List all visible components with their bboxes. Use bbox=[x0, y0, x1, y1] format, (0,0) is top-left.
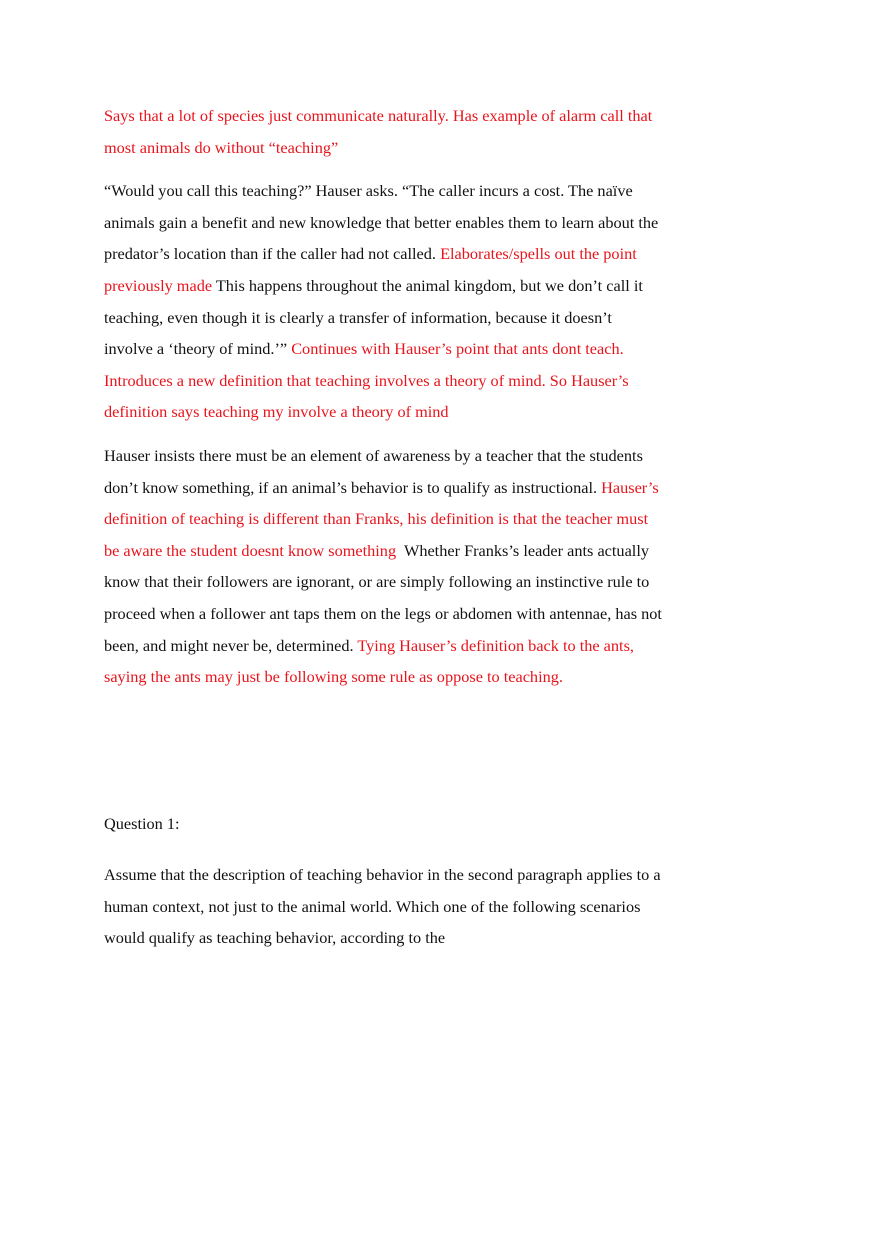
passage-text: Hauser insists there must be an element of awareness by a teacher that the students don’t know something, if an animal’s behavior is to qualify as instructional. bbox=[104, 445, 643, 497]
question-label: Question 1: bbox=[104, 813, 180, 833]
passage-text: Whether Franks’s leader ants actually know that their followers are ignorant, or are simply following an instinctive rule to proceed when a follower ant taps them on the legs or abdomen with antennae, has not been, and might never be, determined. bbox=[104, 540, 662, 655]
annotation-note: Elaborates/spells out the point previously made bbox=[104, 244, 637, 295]
annotation-note: Hauser’s definition of teaching is different than Franks, his definition is that the teacher must be aware the student doesnt know something bbox=[104, 477, 659, 560]
annotation-note: Continues with Hauser’s point that ants dont teach. Introduces a new definition that teaching involves a theory of mind. So Hauser’s definition says teaching my involve a theory of mind bbox=[104, 339, 629, 422]
question-text: Assume that the description of teaching behavior in the second paragraph applies to a human context, not just to the animal world. Which one of the following scenarios would qualify as teaching behavior, according to the bbox=[104, 865, 661, 948]
hauser-paragraph bbox=[104, 440, 664, 693]
annotation-note: Tying Hauser’s definition back to the ants, saying the ants may just be following some rule as oppose to teaching. bbox=[104, 635, 634, 687]
passage-text: This happens throughout the animal kingdom, but we don’t call it teaching, even though it is clearly a transfer of information, because it doesn’t involve a ‘theory of mind.’” bbox=[104, 275, 643, 359]
annotation-note: Says that a lot of species just communicate naturally. Has example of alarm call that most animals do without “teaching” bbox=[104, 106, 653, 157]
quote-paragraph bbox=[104, 175, 664, 428]
document-page bbox=[104, 100, 664, 954]
annotation-paragraph-1 bbox=[104, 100, 664, 163]
blank-space bbox=[104, 693, 664, 808]
passage-text: “Would you call this teaching?” Hauser asks. “The caller incurs a cost. The naïve animals gain a benefit and new knowledge that better enables them to learn about the predator’s location than if the caller had not called. bbox=[104, 181, 659, 264]
